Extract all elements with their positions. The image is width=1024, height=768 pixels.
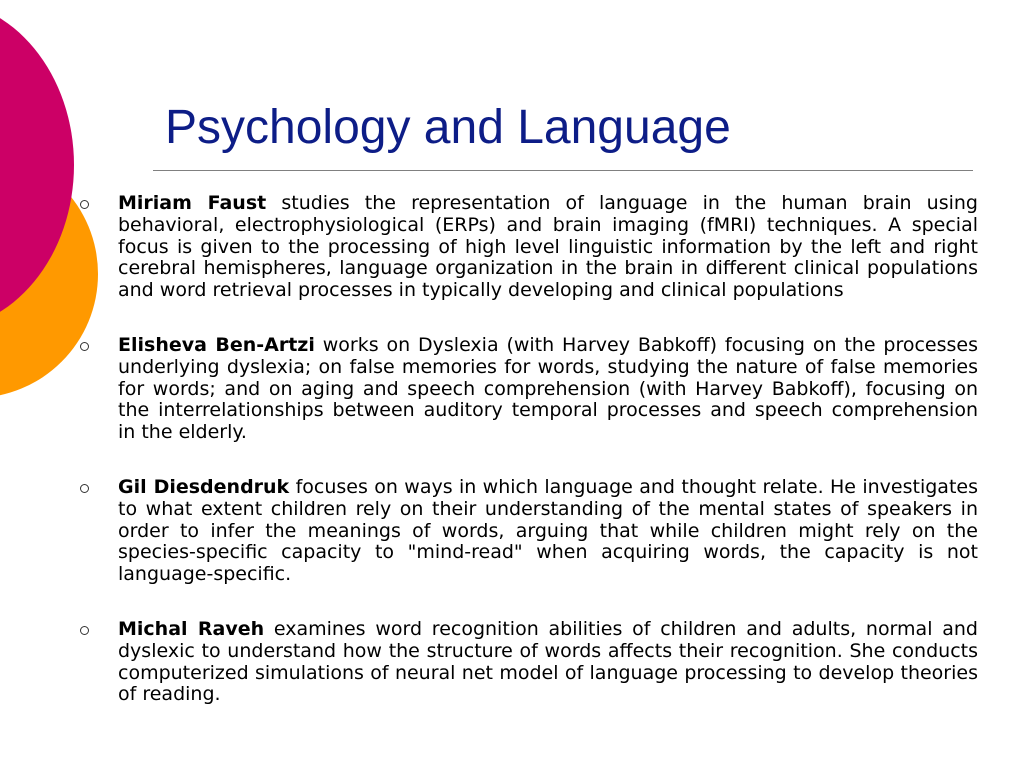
person-name: Elisheva Ben-Artzi (118, 333, 315, 356)
hollow-circle-bullet-icon (80, 342, 89, 351)
bullet-text: studies the representation of language in the human brain using behavioral, electrophysiological (ERPs) and brain imaging (fMRI) techniques. A special focus is given to the processing of high level linguistic information by the left and right cerebral hemispheres, language organization in the brain in different clinical populations and word retrieval processes in typically developing and clinical populations (118, 192, 978, 302)
bullet-item-michal-raveh (80, 619, 978, 706)
bullet-item-gil-diesdendruk (80, 477, 978, 586)
title-divider (153, 170, 973, 171)
bullet-text: focuses on ways in which language and thought relate. He investigates to what extent children rely on their understanding of the mental states of speakers in order to infer the meanings of words, arguing that while children might rely on the species-specific capacity to "mind-read" when acquiring words, the capacity is not language-specific. (118, 475, 978, 586)
bullet-item-elisheva-ben-artzi (80, 335, 978, 444)
bullet-text: examines word recognition abilities of children and adults, normal and dyslexic to understand how the structure of words affects their recognition. She conducts computerized simulations of neural net model of language processing to develop theories of reading. (118, 617, 978, 706)
bullet-text: works on Dyslexia (with Harvey Babkoff) focusing on the processes underlying dyslexia; on false memories for words, studying the nature of false memories for words; and on aging and speech comprehension (with Harvey Babkoff), focusing on the interrelationships between auditory temporal processes and speech comprehension in the elderly. (118, 333, 978, 444)
person-name: Gil Diesdendruk (118, 475, 290, 498)
bullet-item-miriam-faust (80, 193, 978, 302)
hollow-circle-bullet-icon (80, 626, 89, 635)
person-name: Miriam Faust (118, 192, 267, 214)
person-name: Michal Raveh (118, 617, 265, 640)
hollow-circle-bullet-icon (80, 484, 89, 493)
slide-title: Psychology and Language (165, 101, 731, 154)
bullet-list (80, 193, 978, 706)
hollow-circle-bullet-icon (80, 200, 89, 209)
